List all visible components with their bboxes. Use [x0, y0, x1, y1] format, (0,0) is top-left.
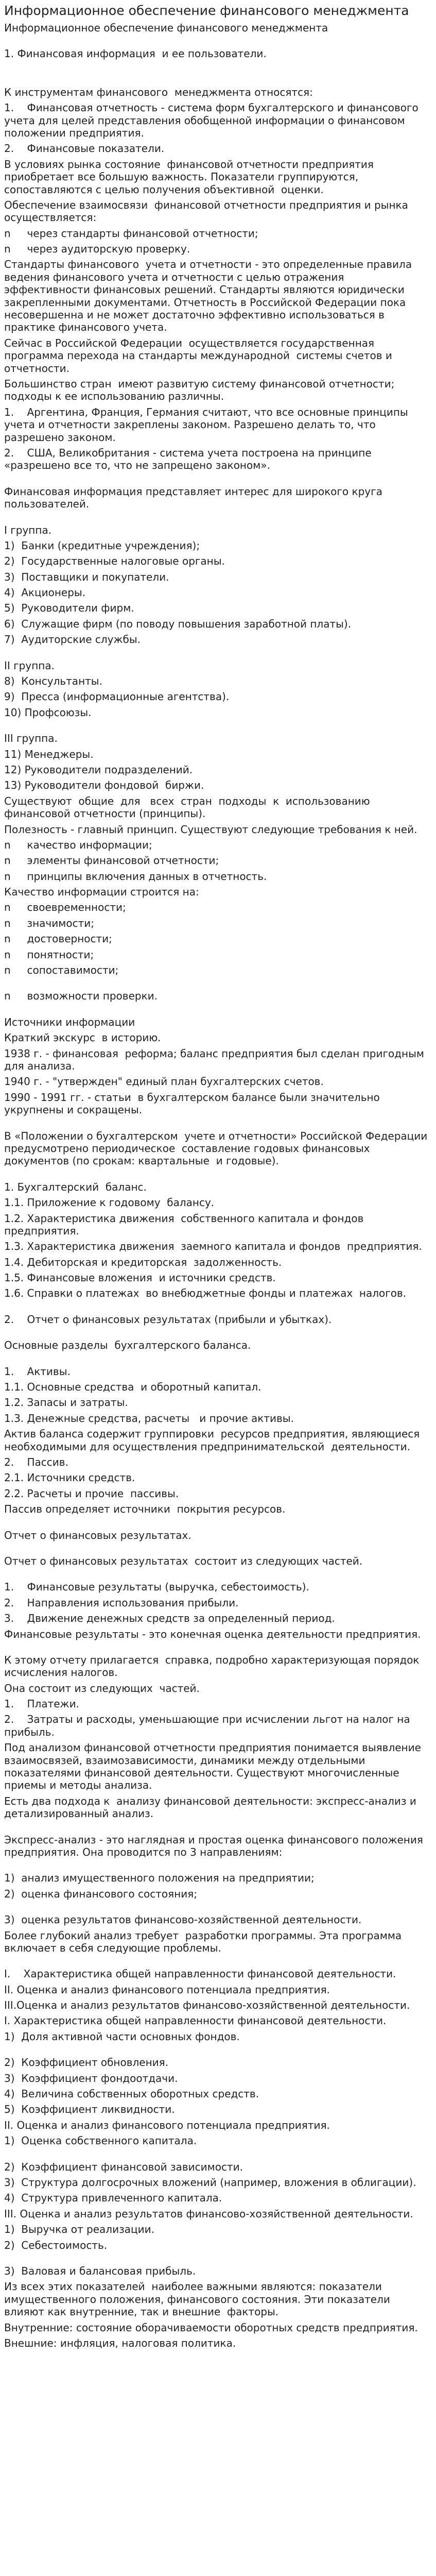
- paragraph: 1.3. Характеристика движения заемного капитала и фондов предприятия.: [4, 1240, 422, 1253]
- paragraph: 1938 г. - финансовая реформа; баланс предприятия был сделан пригодным для анализа.: [4, 1047, 428, 1072]
- paragraph: 2) Коэффициент обновления.: [4, 2056, 169, 2069]
- paragraph: 5) Руководители фирм.: [4, 602, 134, 615]
- paragraph: В «Положении о бухгалтерском учете и отчетности» Российской Федерации предусмотрено периодическое составление годовых финансовых документов (по срокам: квартальные и годовые).: [4, 1129, 431, 1167]
- paragraph: 1990 - 1991 гг. - статьи в бухгалтерском балансе были значительно укрупнены и сокращены.: [4, 1091, 383, 1116]
- paragraph: 2. Направления использования прибыли.: [4, 1596, 239, 1609]
- paragraph: Экспресс-анализ - это наглядная и простая оценка финансового положения предприятия. Она проводится по 3 направлениям:: [4, 1833, 427, 1858]
- paragraph: 1.3. Денежные средства, расчеты и прочие активы.: [4, 1412, 294, 1425]
- paragraph: n значимости;: [4, 917, 94, 929]
- paragraph: 8) Консультанты.: [4, 675, 102, 688]
- paragraph: К инструментам финансового менеджмента относятся:: [4, 86, 313, 98]
- paragraph: 1. Платежи.: [4, 1698, 79, 1710]
- paragraph: Финансовые результаты - это конечная оценка деятельности предприятия.: [4, 1628, 421, 1640]
- paragraph: 2.2. Расчеты и прочие пассивы.: [4, 1487, 179, 1500]
- paragraph: Отчет о финансовых результатах состоит из следующих частей.: [4, 1554, 363, 1567]
- paragraph: 10) Профсоюзы.: [4, 706, 92, 719]
- paragraph: 2. Затраты и расходы, уменьшающие при исчислении льгот на налог на прибыль.: [4, 1713, 414, 1738]
- paragraph: n принципы включения данных в отчетность.: [4, 870, 267, 883]
- paragraph: 2) Коэффициент финансовой зависимости.: [4, 2160, 243, 2173]
- paragraph: n через стандарты финансовой отчетности;: [4, 227, 258, 240]
- document-body: [4, 47, 429, 2349]
- document-title: Информационное обеспечение финансового менеджмента: [4, 3, 409, 18]
- paragraph: Большинство стран имеют развитую систему финансовой отчетности; подходы к ее использованию различны.: [4, 377, 398, 403]
- paragraph: n через аудиторскую проверку.: [4, 243, 190, 256]
- paragraph: 4) Акционеры.: [4, 586, 86, 599]
- paragraph: n возможности проверки.: [4, 990, 158, 1003]
- paragraph: Из всех этих показателей наиболее важными являются: показатели имущественного положения, финансового состояния. Эти показатели влияют как внутренние, так и внешние факторы.: [4, 2280, 394, 2318]
- paragraph: Внутренние: состояние оборачиваемости оборотных средств предприятия.: [4, 2321, 418, 2334]
- paragraph: III группа.: [4, 732, 58, 745]
- paragraph: Актив баланса содержит группировки ресурсов предприятия, являющиеся необходимыми для осуществления предпринимательской деятельности.: [4, 1428, 423, 1453]
- paragraph: n качество информации;: [4, 838, 152, 851]
- paragraph: Стандарты финансового учета и отчетности - это определенные правила ведения финансового учета и отчетности с целью отражения эффективности финансовых решений. Стандарты являются юридически закрепленными документами. Отчетность в Российской Федерации пока несовершенна и не может достаточно эффективно использоваться в практике финансового учета.: [4, 258, 415, 334]
- paragraph: II. Оценка и анализ финансового потенциала предприятия.: [4, 1983, 330, 1996]
- document-subtitle: Информационное обеспечение финансового менеджмента: [4, 22, 328, 34]
- paragraph: 2. США, Великобритания - система учета построена на принципе «разрешено все то, что не запрещено законом».: [4, 446, 375, 472]
- paragraph: 11) Менеджеры.: [4, 748, 94, 760]
- paragraph: I группа.: [4, 523, 52, 536]
- paragraph: 1.1. Основные средства и оборотный капитал.: [4, 1381, 261, 1394]
- paragraph: 1.2. Запасы и затраты.: [4, 1396, 128, 1409]
- paragraph: 1) Оценка собственного капитала.: [4, 2134, 197, 2147]
- paragraph: 3) Структура долгосрочных вложений (например, вложения в облигации).: [4, 2176, 416, 2189]
- paragraph: I. Характеристика общей направленности финансовой деятельности.: [4, 2014, 387, 2027]
- paragraph: Есть два подхода к анализу финансовой деятельности: экспресс-анализ и детализированный анализ.: [4, 1794, 420, 1820]
- paragraph: n сопоставимости;: [4, 964, 119, 977]
- paragraph: 5) Коэффициент ликвидности.: [4, 2103, 175, 2116]
- paragraph: 2.1. Источники средств.: [4, 1471, 135, 1484]
- paragraph: Под анализом финансовой отчетности предприятия понимается выявление взаимосвязей, взаимозависимости, динамики между отдельными показателями финансовой деятельности. Существуют многочисленные приемы и методы анализа.: [4, 1741, 425, 1792]
- paragraph: III. Оценка и анализ результатов финансово-хозяйственной деятельности.: [4, 2207, 413, 2220]
- paragraph: К этому отчету прилагается справка, подробно характеризующая порядок исчисления налогов.: [4, 1653, 423, 1679]
- paragraph: Полезность - главный принцип. Существуют следующие требования к ней.: [4, 823, 417, 836]
- paragraph: Существуют общие для всех стран подходы к использованию финансовой отчетности (принципы).: [4, 794, 380, 820]
- paragraph: Она состоит из следующих частей.: [4, 1682, 200, 1694]
- paragraph: 1. Финансовые результаты (выручка, себестоимость).: [4, 1581, 309, 1594]
- paragraph: 1.6. Справки о платежах во внебюджетные фонды и платежах налогов.: [4, 1287, 407, 1300]
- paragraph: II группа.: [4, 659, 55, 672]
- paragraph: 3. Движение денежных средств за определенный период.: [4, 1612, 335, 1625]
- paragraph: 2. Пассив.: [4, 1455, 68, 1468]
- paragraph: 2. Отчет о финансовых результатах (прибыли и убытках).: [4, 1313, 332, 1326]
- paragraph: Финансовая информация представляет интерес для широкого круга пользователей.: [4, 485, 386, 511]
- paragraph: 2. Финансовые показатели.: [4, 142, 165, 155]
- paragraph: 3) оценка результатов финансово-хозяйственной деятельности.: [4, 1913, 362, 1926]
- paragraph: 1. Финансовая информация и ее пользователи.: [4, 47, 267, 60]
- paragraph: Пассив определяет источники покрытия ресурсов.: [4, 1503, 286, 1516]
- paragraph: Краткий экскурс в историю.: [4, 1031, 161, 1044]
- paragraph: Внешние: инфляция, налоговая политика.: [4, 2336, 236, 2349]
- paragraph: Источники информации: [4, 1015, 135, 1028]
- paragraph: II. Оценка и анализ финансового потенциала предприятия.: [4, 2119, 330, 2131]
- paragraph: n элементы финансовой отчетности;: [4, 854, 219, 867]
- paragraph: Отчет о финансовых результатах.: [4, 1529, 191, 1541]
- paragraph: 9) Пресса (информационные агентства).: [4, 690, 230, 703]
- paragraph: 1.4. Дебиторская и кредиторская задолженность.: [4, 1256, 282, 1268]
- paragraph: 1) Банки (кредитные учреждения);: [4, 539, 200, 552]
- paragraph: 2) Государственные налоговые органы.: [4, 555, 225, 568]
- paragraph: n достоверности;: [4, 933, 112, 945]
- paragraph: 3) Валовая и балансовая прибыль.: [4, 2264, 196, 2277]
- paragraph: 4) Структура привлеченного капитала.: [4, 2192, 222, 2205]
- paragraph: 13) Руководители фондовой биржи.: [4, 779, 204, 792]
- paragraph: 1) Выручка от реализации.: [4, 2223, 154, 2236]
- paragraph: В условиях рынка состояние финансовой отчетности предприятия приобретает все большую важность. Показатели группируются, сопоставляются с целью получения объективной оценки.: [4, 158, 377, 196]
- paragraph: 3) Коэффициент фондоотдачи.: [4, 2072, 178, 2084]
- paragraph: Более глубокий анализ требует разработки программы. Эта программа включает в себя следующие проблемы.: [4, 1929, 405, 1954]
- paragraph: 1.2. Характеристика движения собственного капитала и фондов предприятия.: [4, 1212, 371, 1237]
- paragraph: I. Характеристика общей направленности финансовой деятельности.: [4, 1968, 396, 1980]
- paragraph: 2) Себестоимость.: [4, 2239, 108, 2251]
- paragraph: 2) оценка финансового состояния;: [4, 1887, 198, 1900]
- paragraph: 4) Величина собственных оборотных средств.: [4, 2088, 259, 2100]
- paragraph: 1) Доля активной части основных фондов.: [4, 2030, 240, 2043]
- paragraph: 6) Служащие фирм (по поводу повышения заработной платы).: [4, 617, 352, 630]
- paragraph: Обеспечение взаимосвязи финансовой отчетности предприятия и рынка осуществляется:: [4, 198, 412, 224]
- paragraph: n своевременности;: [4, 901, 126, 914]
- paragraph: 1. Активы.: [4, 1365, 71, 1378]
- paragraph: 12) Руководители подразделений.: [4, 763, 193, 776]
- paragraph: 1.1. Приложение к годовому балансу.: [4, 1196, 215, 1209]
- paragraph: 1. Финансовая отчетность - система форм бухгалтерского и финансового учета для целей представления обобщенной информации о финансовом положении предприятия.: [4, 101, 422, 139]
- paragraph: Сейчас в Российской Федерации осуществляется государственная программа перехода на стандарты международной системы счетов и отчетности.: [4, 336, 396, 375]
- paragraph: 1. Бухгалтерский баланс.: [4, 1180, 147, 1193]
- paragraph: Основные разделы бухгалтерского баланса.: [4, 1339, 251, 1352]
- paragraph: Качество информации строится на:: [4, 886, 199, 899]
- paragraph: III.Оценка и анализ результатов финансово-хозяйственной деятельности.: [4, 1999, 410, 2012]
- paragraph: 1. Аргентина, Франция, Германия считают, что все основные принципы учета и отчетности закреплены законом. Разрешено делать то, что разрешено законом.: [4, 405, 412, 444]
- paragraph: n понятности;: [4, 948, 94, 961]
- paragraph: 3) Поставщики и покупатели.: [4, 570, 169, 583]
- paragraph: 1) анализ имущественного положения на предприятии;: [4, 1872, 315, 1885]
- paragraph: 7) Аудиторские службы.: [4, 633, 141, 646]
- paragraph: 1940 г. - "утвержден" единый план бухгалтерских счетов.: [4, 1075, 324, 1088]
- paragraph: 1.5. Финансовые вложения и источники средств.: [4, 1272, 276, 1284]
